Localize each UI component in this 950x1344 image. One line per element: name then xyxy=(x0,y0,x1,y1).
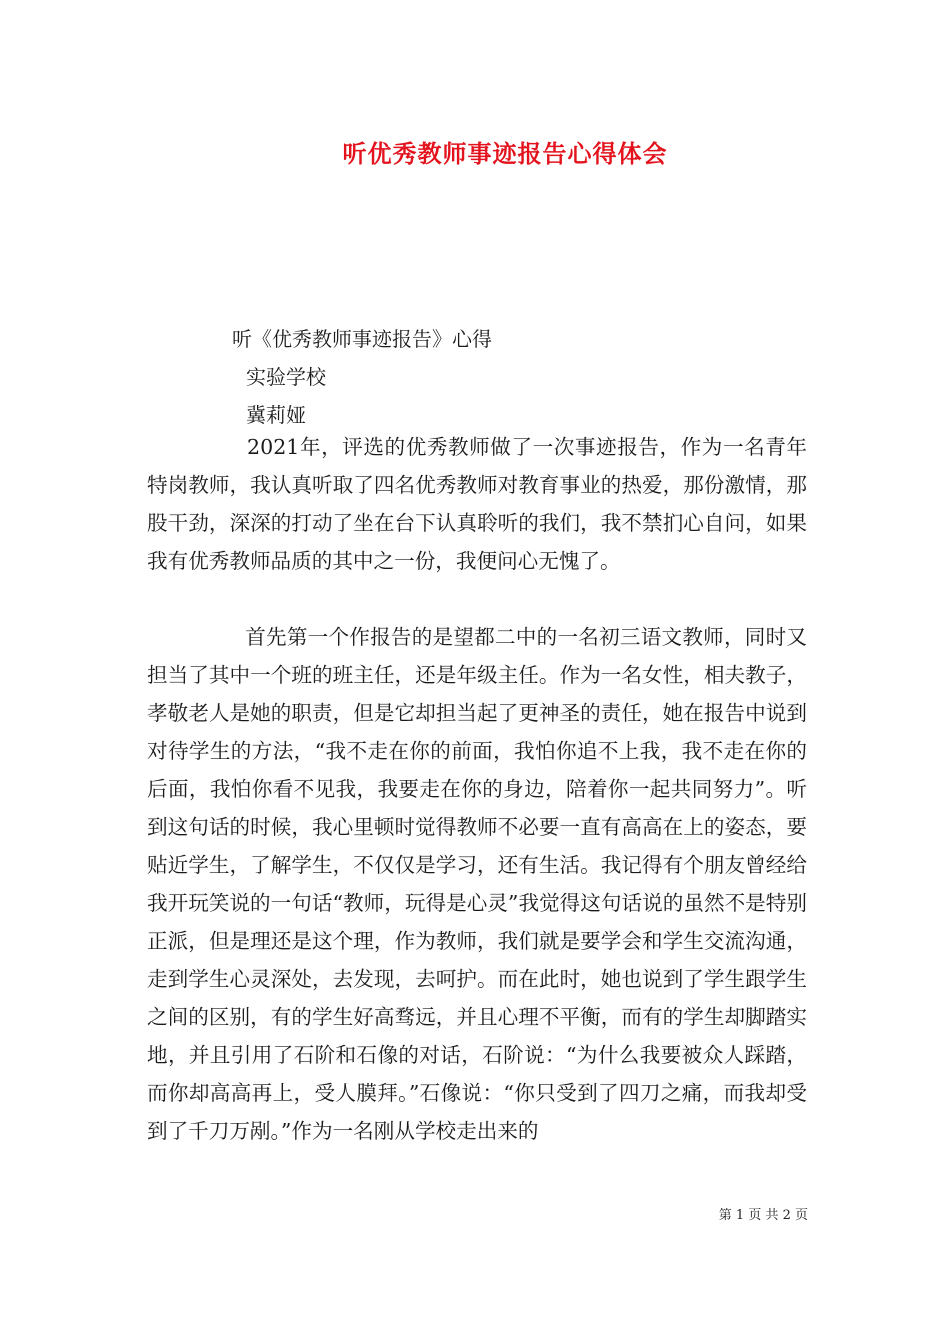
paragraph-2-text: 首先第一个作报告的是望都二中的一名初三语文教师，同时又担当了其中一个班的班主任，还是年级主任。作为一名女性，相夫教子，孝敬老人是她的职责，但是它却担当起了更神圣的责任，她在报告中说到对待学生的方法，“我不走在你的前面，我怕你追不上我，我不走在你的后面，我怕你看不见我，我要走在你的身边，陪着你一起共同努力”。听到这句话的时候，我心里顿时觉得教师不必要一直有高高在上的姿态，要贴近学生，了解学生，不仅仅是学习，还有生活。我记得有个朋友曾经给我开玩笑说的一句话“教师，玩得是心灵”我觉得这句话说的虽然不是特别正派，但是理还是这个理，作为教师，我们就是要学会和学生交流沟通，走到学生心灵深处，去发现，去呵护。而在此时，她也说到了学生跟学生之间的区别，有的学生好高骛远，并且心理不平衡，而有的学生却脚踏实地，并且引用了石阶和石像的对话，石阶说：“为什么我要被众人踩踏，而你却高高再上，受人膜拜。”石像说：“你只受到了四刀之痛，而我却受到了千刀万剐。”作为一名刚从学校走出来的 xyxy=(147,625,807,1143)
page-number: 第 1 页 共 2 页 xyxy=(718,1208,808,1223)
document-title: 听优秀教师事迹报告心得体会 xyxy=(342,139,668,168)
paragraph-1-text: 2021年，评选的优秀教师做了一次事迹报告，作为一名青年特岗教师，我认真听取了四名优秀教师对教育事业的热爱，那份激情，那股干劲，深深的打动了坐在台下认真聆听的我们，我不禁扪心自问，如果我有优秀教师品质的其中之一份，我便问心无愧了。 xyxy=(147,435,807,573)
author-name: 冀莉娅 xyxy=(246,403,306,427)
document-subtitle: 听《优秀教师事迹报告》心得 xyxy=(232,327,492,351)
paragraph-1 xyxy=(147,428,807,580)
school-name: 实验学校 xyxy=(246,365,326,389)
paragraph-2 xyxy=(147,618,807,1150)
